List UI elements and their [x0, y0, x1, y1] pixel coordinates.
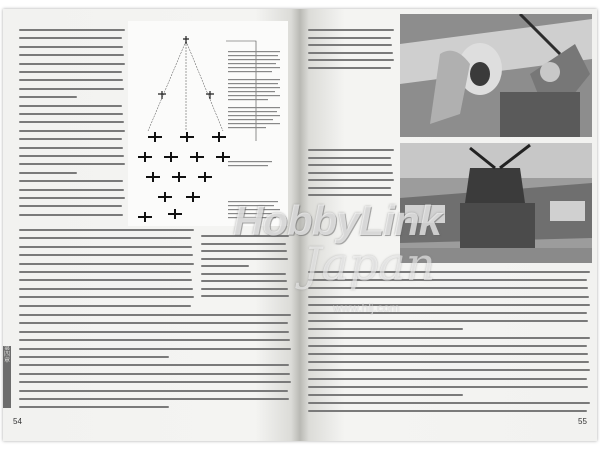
magazine-spread: [3, 9, 597, 441]
text-line: [19, 279, 192, 281]
text-line: [201, 273, 286, 275]
text-line: [19, 246, 192, 248]
text-line: [308, 361, 589, 363]
text-line: [308, 164, 392, 166]
formation-diagram: [128, 21, 288, 226]
text-line: [19, 130, 125, 132]
watermark-logo: HobbyLink: [233, 197, 441, 244]
text-line: [308, 337, 590, 339]
text-line: [308, 194, 392, 196]
text-line: [19, 271, 191, 273]
text-line: [308, 328, 463, 330]
text-line: [308, 67, 391, 69]
text-line: [308, 52, 393, 54]
text-line: [19, 113, 123, 115]
text-line: [19, 237, 191, 239]
text-line: [19, 155, 124, 157]
text-line: [308, 369, 590, 371]
text-line: [201, 258, 288, 260]
text-line: [308, 410, 587, 412]
text-line: [19, 63, 125, 65]
text-line: [19, 339, 290, 341]
text-line: [308, 386, 588, 388]
text-line: [19, 348, 291, 350]
text-line: [308, 378, 587, 380]
text-line: [19, 138, 122, 140]
right-page-number: 55: [578, 417, 587, 426]
text-line: [19, 205, 122, 207]
text-line: [19, 364, 289, 366]
text-line: [19, 356, 169, 358]
text-line: [308, 37, 391, 39]
text-line: [19, 331, 289, 333]
text-line: [19, 180, 123, 182]
text-line: [19, 197, 125, 199]
text-line: [19, 172, 77, 174]
text-line: [19, 390, 288, 392]
text-line: [308, 345, 587, 347]
text-line: [19, 322, 288, 324]
text-line: [308, 179, 394, 181]
text-line: [308, 353, 588, 355]
text-line: [201, 288, 288, 290]
text-line: [19, 46, 123, 48]
text-line: [19, 96, 77, 98]
text-line: [201, 265, 249, 267]
watermark-japan: Japan: [303, 237, 436, 291]
text-line: [308, 320, 588, 322]
text-line: [19, 381, 291, 383]
text-line: [308, 394, 463, 396]
text-line: [19, 71, 122, 73]
text-line: [201, 295, 289, 297]
text-line: [308, 187, 391, 189]
text-line: [19, 147, 123, 149]
text-line: [19, 214, 123, 216]
text-line: [19, 305, 191, 307]
text-line: [19, 105, 122, 107]
text-line: [19, 398, 289, 400]
text-line: [19, 79, 123, 81]
photo-cockpit-gunner: [400, 14, 592, 137]
text-line: [19, 263, 194, 265]
chapter-tab-label: 第四章: [3, 345, 10, 364]
text-line: [19, 29, 125, 31]
bomber-formation-diagram-svg: [128, 21, 288, 226]
text-line: [308, 296, 589, 298]
text-line: [201, 250, 287, 252]
text-line: [19, 88, 124, 90]
text-line: [308, 172, 393, 174]
text-line: [308, 44, 392, 46]
text-line: [308, 157, 391, 159]
text-line: [19, 296, 194, 298]
text-line: [19, 189, 124, 191]
watermark-url: www.hlj.com: [333, 301, 400, 315]
text-line: [201, 280, 287, 282]
text-line: [308, 149, 394, 151]
text-line: [19, 121, 124, 123]
text-line: [308, 29, 394, 31]
left-page-number: 54: [13, 417, 22, 426]
text-line: [19, 54, 124, 56]
text-line: [19, 229, 194, 231]
text-line: [308, 59, 394, 61]
text-line: [19, 314, 291, 316]
text-line: [19, 373, 290, 375]
text-line: [19, 288, 193, 290]
text-line: [19, 254, 193, 256]
text-line: [19, 406, 169, 408]
text-line: [19, 163, 125, 165]
text-line: [308, 402, 590, 404]
text-line: [19, 37, 122, 39]
